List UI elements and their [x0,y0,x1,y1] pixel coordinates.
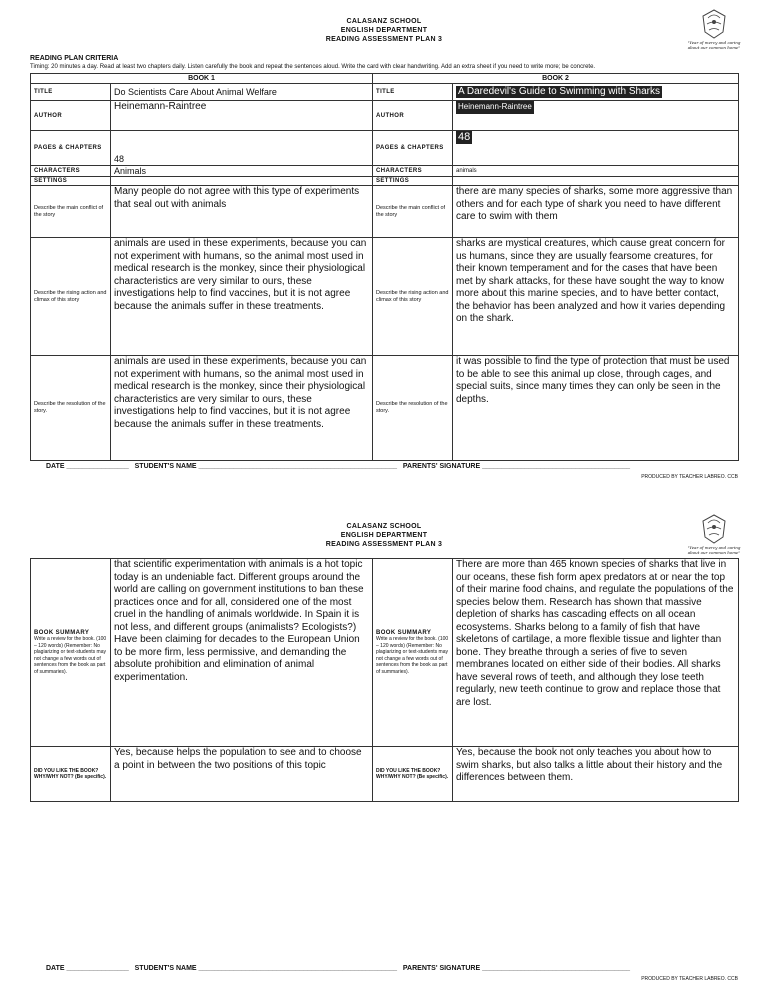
produced-by: PRODUCED BY TEACHER LABREO. CCB [641,976,738,982]
student-name-field: STUDENT'S NAME ___________________________________________________ [134,965,398,972]
book2-rising: sharks are mystical creatures, which cause great concern for us humans, since they are usually fearsome creatures, for their known temperament and for the cases that have been met by shark attacks, for these have sought the way to know more about this marine species, and to have better contact, the behavior has been analyzed and how it varies depending on the shark. [453,238,739,356]
book1-title: Do Scientists Care About Animal Welfare [111,84,373,101]
book1-resolution: animals are used in these experiments, because you can not experiment with humans, so the animal most used in medical research is the monkey, since their physiological characteristics are very similar to ours, these investigations help to find vaccines, but it is not agree because the animals suffer in these treatments. [111,356,373,461]
book2-characters: animals [453,166,739,177]
resolution-label: Describe the resolution of the story. [373,356,453,461]
page-header [0,17,768,44]
summary-label-body: Write a review for the book. (100 – 120 words) (Remember: No plagiarizing or text-students may not change a few words out of sentences from the book as part of summaries). [376,636,449,675]
settings-label: SETTINGS [373,177,453,186]
logo-motto: "Year of mercy and caring about our common home" [687,40,741,50]
title-label: TITLE [31,84,111,101]
author-label: AUTHOR [31,101,111,131]
summary-label [31,559,111,747]
logo-motto: "Year of mercy and caring about our common home" [687,545,741,555]
school-name: CALASANZ SCHOOL [346,18,422,25]
summary-label [373,559,453,747]
book1-pages: 48 [111,131,373,166]
reading-criteria [30,55,595,71]
conflict-label: Describe the main conflict of the story [31,186,111,238]
book2-resolution: it was possible to find the type of protection that must be used to be able to see this animal up close, through cages, and special suits, since many times they can only be seen in the depths. [453,356,739,461]
author-label: AUTHOR [373,101,453,131]
criteria-timing: Timing: 20 minutes a day. Read at least two chapters daily. Listen carefully the book and repeat the sentences aloud. Write the card with clear handwriting. Add an extra sheet if you need to write more; be concrete. [30,64,596,70]
summary-label-head: BOOK SUMMARY [376,630,432,636]
book1-summary: that scientific experimentation with animals is a hot topic today is an undeniable fact. Different groups around the world are calling on government institutions to ban these practices once and for all, considered one of the most cruel in the handling of animals worldwide. In Spain it is not less, and different groups (animalists? Ecologists?) Have been claiming for decades to the European Union to be more firm, less permissive, and demanding the absolute prohibition and elimination of animal experimentation. [111,559,373,747]
resolution-label: Describe the resolution of the story. [31,356,111,461]
pages-label: PAGES & CHAPTERS [31,131,111,166]
book1-column-header: BOOK 1 [31,74,373,84]
page-1 [0,0,768,490]
date-field: DATE ________________ [46,965,129,972]
crest-icon [699,513,729,545]
department-name: ENGLISH DEPARTMENT [340,27,428,34]
book2-summary: There are more than 465 known species of sharks that live in our oceans, these fish form apex predators at or near the top of their marine food chains, and regulate the populations of the species below them. Research has shown that massive depletion of sharks has cascading effects on all ocean ecosystems. Sharks belong to a family of fish that have skeletons of cartilage, a more flexible tissue and lighter than bone. They breathe through a series of five to seven membranes located on either side of their bodies. All sharks have several rows of teeth, and although they lose teeth regularly, new teeth continue to grow and replace those that are lost. [453,559,739,747]
page-2 [0,505,768,1006]
liked-label: DID YOU LIKE THE BOOK? WHY/WHY NOT? (Be specific). [31,747,111,802]
book2-pages: 48 [458,131,471,143]
conflict-label: Describe the main conflict of the story [373,186,453,238]
student-name-field: STUDENT'S NAME ___________________________________________________ [134,463,398,470]
produced-by: PRODUCED BY TEACHER LABREO. CCB [641,474,738,480]
book1-author: Heinemann-Raintree [111,101,373,131]
title-label: TITLE [373,84,453,101]
book1-settings [111,177,373,186]
school-logo [684,513,744,557]
crest-icon [699,8,729,40]
book2-liked: Yes, because the book not only teaches you about how to swim sharks, but also talks a little about their history and the differences between them. [453,747,739,802]
book2-conflict: there are many species of sharks, some more aggressive than others and for each type of shark you need to have different care to swim with them [453,186,739,238]
book2-column-header: BOOK 2 [373,74,739,84]
book2-settings [453,177,739,186]
plan-name: READING ASSESSMENT PLAN 3 [325,541,443,548]
pages-label: PAGES & CHAPTERS [373,131,453,166]
summary-label-head: BOOK SUMMARY [34,630,90,636]
footer-signatures [46,463,630,470]
characters-label: CHARACTERS [31,166,111,177]
rising-label: Describe the rising action and climax of this story [31,238,111,356]
parents-signature-field: PARENTS' SIGNATURE ______________________________________ [402,965,631,972]
summary-label-body: Write a review for the book. (100 – 120 words) (Remember: No plagiarizing or text-students may not change a few words out of sentences from the book as part of summaries). [34,636,107,675]
school-name: CALASANZ SCHOOL [346,523,422,530]
settings-label: SETTINGS [31,177,111,186]
summary-table [30,558,739,802]
plan-name: READING ASSESSMENT PLAN 3 [325,36,443,43]
book1-characters: Animals [111,166,373,177]
book1-conflict: Many people do not agree with this type of experiments that seal out with animals [111,186,373,238]
school-logo [684,8,744,52]
reading-plan-table [30,73,739,461]
book1-liked: Yes, because helps the population to see and to choose a point in between the two positions of this topic [111,747,373,802]
book2-title: A Daredevil's Guide to Swimming with Sharks [458,85,660,97]
liked-label: DID YOU LIKE THE BOOK? WHY/WHY NOT? (Be specific). [373,747,453,802]
characters-label: CHARACTERS [373,166,453,177]
rising-label: Describe the rising action and climax of this story [373,238,453,356]
department-name: ENGLISH DEPARTMENT [340,532,428,539]
book1-rising: animals are used in these experiments, because you can not experiment with humans, so the animal most used in medical research is the monkey, since their physiological characteristics are very similar to ours, these investigations help to find vaccines, but it is not agree because the animals suffer in these treatments. [111,238,373,356]
page-header [0,522,768,549]
parents-signature-field: PARENTS' SIGNATURE ______________________________________ [402,463,631,470]
criteria-title: READING PLAN CRITERIA [30,55,119,62]
date-field: DATE ________________ [46,463,129,470]
book2-author: Heinemann-Raintree [456,101,534,114]
footer-signatures [46,965,630,972]
